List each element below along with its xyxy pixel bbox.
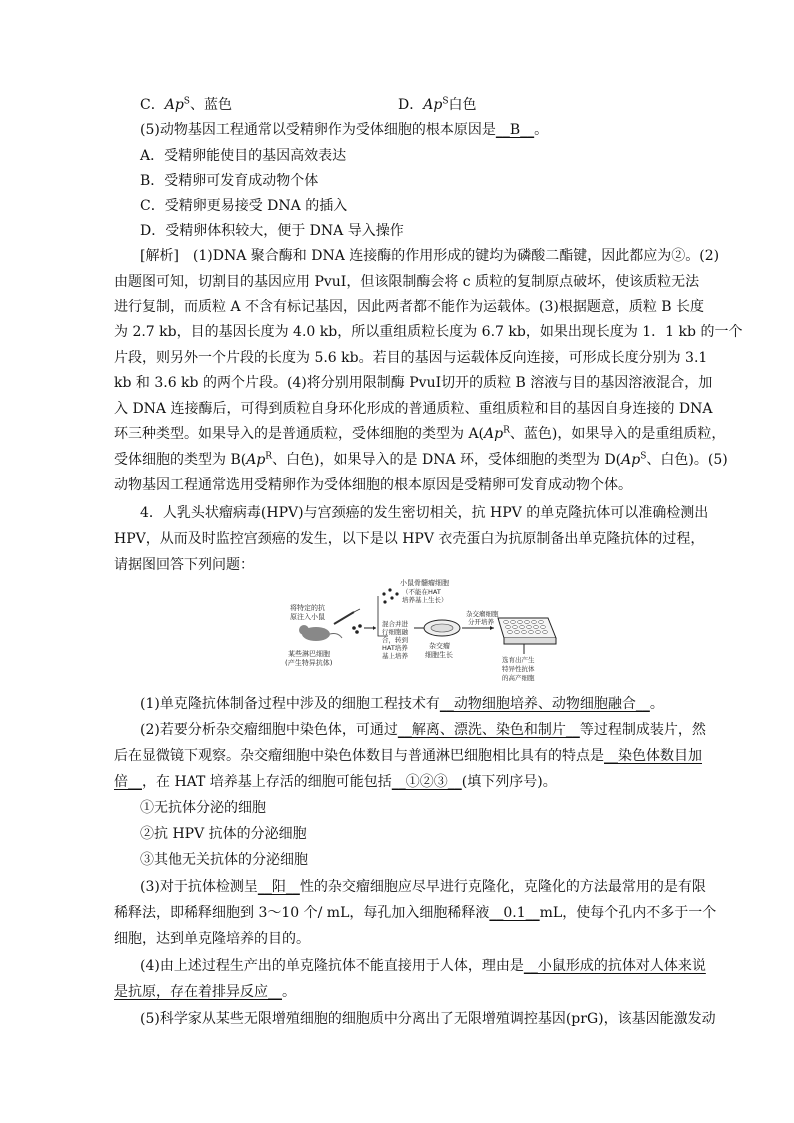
- q4-p2-text: (填下列序号)。: [461, 774, 557, 790]
- analysis-line: 进行复制，而质粒 A 不含有标记基因，因此两者都不能作为运载体。(3)根据题意，质粒 B 长度: [114, 299, 705, 315]
- fuse-label: 混合并进: [382, 620, 408, 628]
- lymph-label: (产生特异抗体): [285, 659, 333, 667]
- mouse-icon: [299, 625, 342, 641]
- option-c-letter: C．: [140, 97, 165, 113]
- petri-dish-icon: [424, 620, 460, 636]
- q5-option-a: A．受精卵能使目的基因高效表达: [140, 148, 347, 164]
- q5-option-c: C．受精卵更易接受 DNA 的插入: [140, 198, 348, 214]
- q4-part5: (5)科学家从某些无限增殖细胞的细胞质中分离出了无限增殖调控基因(prG)，该基因能激发动: [140, 1011, 716, 1027]
- q4-p2-answer: __解离、漂洗、染色和制片__: [397, 722, 580, 738]
- lymph-cells-icon: [352, 624, 362, 634]
- q5-option-b: B．受精卵可发育成动物个体: [140, 173, 319, 189]
- myeloma-label: 培养基上生长）: [402, 596, 448, 604]
- antibody-process-figure: [272, 576, 560, 688]
- analysis-line: 受体细胞的类型为 $B(Ap^R$、白色)，如果导入的是 DNA 环，受体细胞的类型为 $D(Ap^S$、白色)。(5): [114, 451, 728, 468]
- q4-p2-answer: __①②③__: [391, 774, 462, 790]
- well-plate-icon: [498, 618, 556, 644]
- q4-part3-line3: 细胞，达到单克隆培养的目的。: [114, 931, 310, 947]
- fuse-label: 基上培养: [382, 652, 408, 660]
- analysis-line: 为 2.7 kb，目的基因长度为 4.0 kb，所以重组质粒长度为 6.7 kb，如果出现长度为 1．1 kb 的一个: [114, 324, 743, 340]
- analysis-line: kb 和 3.6 kb 的两个片段。(4)将分别用限制酶 PvuⅠ切开的质粒 B 溶液与目的基因溶液混合，加: [114, 375, 713, 391]
- sep-label: 杂交瘤细胞: [466, 610, 499, 618]
- q4-p4-answer: __小鼠形成的抗体对人体来说: [523, 958, 706, 974]
- analysis-line: 入 DNA 连接酶后，可得到质粒自身环化形成的普通质粒、重组质粒和目的基因自身连接的 DNA: [114, 401, 713, 417]
- q4-p3-text: (3)对于抗体检测呈: [140, 879, 258, 895]
- option-d: [398, 95, 476, 115]
- q4-p3-text: 性的杂交瘤细胞应尽早进行克隆化，克隆化的方法最常用的是有限: [299, 879, 706, 895]
- q4-p2-answer: __染色体数目加: [604, 748, 702, 764]
- q4-p3-text: mL，使每个孔内不多于一个: [539, 905, 717, 921]
- inject-label: 将特定的抗: [290, 604, 325, 612]
- q4-p2-text: (2)若要分析杂交瘤细胞中染色体，可通过: [140, 722, 398, 738]
- q4-stem-line: HPV，从而及时监控宫颈癌的发生，以下是以 HPV 衣壳蛋白为抗原制备出单克隆抗体的过程，: [114, 531, 705, 547]
- analysis-line: [解析] (1)DNA 聚合酶和 DNA 连接酶的作用形成的键均为磷酸二酯键，因此都应为②。(2): [140, 248, 720, 264]
- q4-part4-line1: [140, 956, 706, 976]
- q4-p2-text: ，在 HAT 培养基上存活的细胞可能包括: [142, 774, 392, 790]
- fuse-label: 行细胞融: [382, 628, 408, 636]
- q4-p3-text: 稀释法，即稀释细胞到 3～10 个/ mL，每孔加入细胞稀释液: [114, 905, 490, 921]
- select-label: 的高产细胞: [502, 674, 535, 682]
- q5-end: 。: [534, 122, 549, 138]
- q4-p1-end: 。: [649, 696, 664, 712]
- select-label: 选育出产生: [502, 656, 535, 664]
- option-c-text: 、蓝色: [189, 97, 232, 113]
- analysis-line: 由题图可知，切割目的基因应用 PvuⅠ，但该限制酶会将 c 质粒的复制原点破坏，使该质粒无法: [114, 274, 700, 290]
- q4-part1: [140, 694, 664, 714]
- select-label: 特异性抗体: [502, 665, 535, 673]
- q4-p4-text: (4)由上述过程生产出的单克隆抗体不能直接用于人体，理由是: [140, 958, 524, 974]
- q4-p3-answer: __0.1__: [489, 905, 540, 921]
- q4-p2-text: 后在显微镜下观察。杂交瘤细胞中染色体数目与普通淋巴细胞相比具有的特点是: [114, 748, 604, 764]
- gene-ap: Ap: [423, 97, 443, 113]
- myeloma-label: 小鼠骨髓瘤细胞: [400, 579, 449, 587]
- gene-ap: Ap: [164, 97, 184, 113]
- option-d-text: 白色: [448, 97, 477, 113]
- choice-item: ③其他无关抗体的分泌细胞: [140, 852, 308, 868]
- fuse-label: 合，转到: [382, 636, 408, 644]
- analysis-line: 片段，则另外一个片段的长度为 5.6 kb。若目的基因与运载体反向连接，可形成长度分别为 3.1: [114, 350, 708, 366]
- q4-part2-line2: [114, 746, 702, 766]
- myeloma-label: （不能在HAT: [402, 588, 441, 596]
- analysis-line: 动物基因工程通常选用受精卵作为受体细胞的根本原因是受精卵可发育成动物个体。: [114, 477, 632, 493]
- q4-p2-answer: 倍__: [114, 774, 142, 790]
- inject-label: 原注入小鼠: [290, 613, 325, 621]
- sep-label: 分开培养: [468, 618, 494, 626]
- hybrid-label: 杂交瘤: [429, 642, 450, 650]
- option-c: [140, 95, 232, 115]
- q5-option-d: D．受精卵体积较大，便于 DNA 导入操作: [140, 223, 404, 239]
- q4-part3-line2: [114, 903, 716, 923]
- lymph-label: 某些淋巴细胞: [288, 650, 330, 658]
- q5-text: (5)动物基因工程通常以受精卵作为受体细胞的根本原因是: [140, 122, 496, 138]
- q4-p1-text: (1)单克隆抗体制备过程中涉及的细胞工程技术有: [140, 696, 440, 712]
- choice-item: ①无抗体分泌的细胞: [140, 800, 266, 816]
- fuse-label: HAT培养: [382, 644, 408, 652]
- q4-part3-line1: [140, 877, 706, 897]
- q4-p2-text: 等过程制成装片，然: [579, 722, 706, 738]
- q4-stem-line: 4．人乳头状瘤病毒(HPV)与宫颈癌的发生密切相关，抗 HPV 的单克隆抗体可以准确检测出: [140, 505, 709, 521]
- option-d-letter: D．: [398, 97, 424, 113]
- q4-part2-line1: [140, 720, 706, 740]
- q4-p4-answer: 是抗原，存在着排异反应__: [114, 984, 282, 1000]
- hybrid-label: 细胞生长: [425, 651, 453, 659]
- q4-stem-line: 请据图回答下列问题：: [114, 557, 254, 573]
- q4-p3-answer: __阳__: [257, 879, 300, 895]
- q5-answer: __B__: [495, 122, 535, 138]
- q4-p1-answer: __动物细胞培养、动物细胞融合__: [439, 696, 650, 712]
- q5-stem: [140, 120, 548, 140]
- q4-part2-line3: [114, 772, 557, 792]
- gene-superscript: S: [442, 96, 449, 107]
- choice-item: ②抗 HPV 抗体的分泌细胞: [140, 826, 307, 842]
- q4-part4-line2: [114, 982, 296, 1002]
- gene-superscript: S: [183, 96, 190, 107]
- myeloma-cells-icon: [382, 588, 398, 603]
- syringe-icon: [334, 609, 360, 624]
- analysis-line: 环三种类型。如果导入的是普通质粒，受体细胞的类型为 $A(Ap^R$、蓝色)，如果导入的是重组质粒，: [114, 425, 726, 442]
- q4-p4-end: 。: [282, 984, 296, 1000]
